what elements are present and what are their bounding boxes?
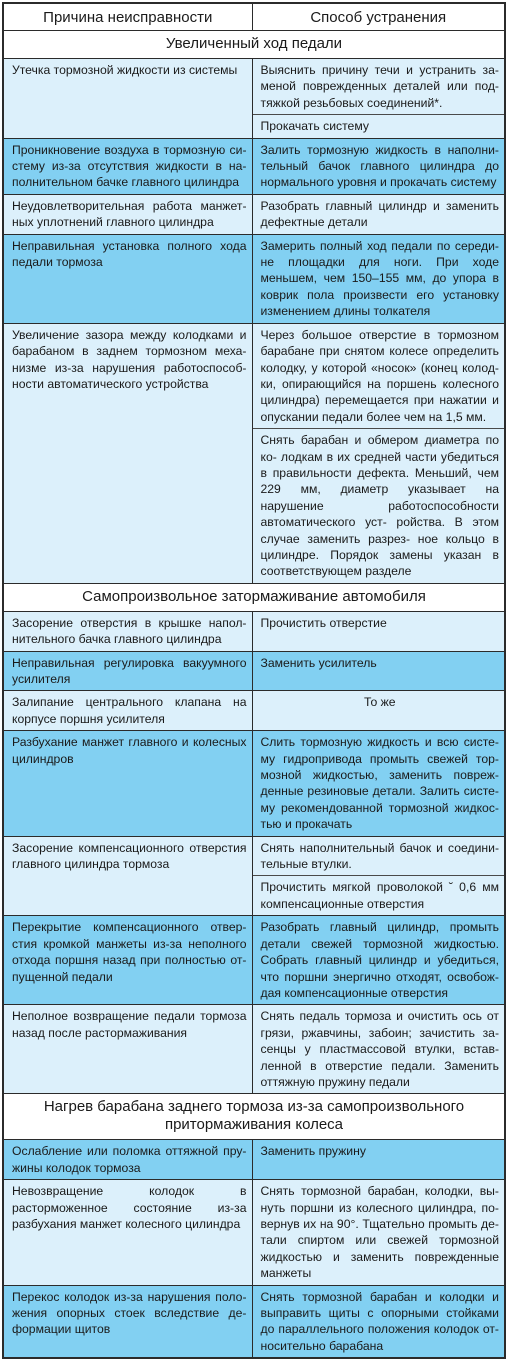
cause-cell: Залипание центрального клапана на корпусе поршня усилителя xyxy=(3,691,252,731)
table-row xyxy=(3,731,505,836)
table-row xyxy=(3,323,505,583)
remedy-paragraph: Снять наполнительный бачок и соедини- тельные втулки. xyxy=(260,840,499,872)
remedy-cell xyxy=(252,1285,505,1358)
table-row xyxy=(3,1285,505,1358)
table-row xyxy=(3,611,505,651)
remedy-cell xyxy=(252,1005,505,1094)
cause-cell: Перекос колодок из-за нарушения поло- жения опорных стоек вследствие де- формации щитов xyxy=(3,1285,252,1358)
cause-cell: Увеличение зазора между колодками и барабаном в заднем тормозном меха- низме из-за нарушения работоспособ- ности автоматического устройства xyxy=(3,323,252,583)
section-title: Увеличенный ход педали xyxy=(3,31,505,59)
remedy-paragraph: Разобрать главный цилиндр, промыть детали свежей тормозной жидкостью. Собрать главный цилиндр и убедиться, что поршни энергично отходят, освобож- дая компенсационные отверстия xyxy=(260,920,499,1000)
remedy-cell xyxy=(252,1140,505,1180)
cause-cell: Неудовлетворительная работа манжет- ных уплотнений главного цилиндра xyxy=(3,194,252,234)
table-row xyxy=(3,138,505,194)
table-row xyxy=(3,916,505,1005)
section-title: Самопроизвольное затормаживание автомобиля xyxy=(3,583,505,611)
cause-cell: Ослабление или поломка оттяжной пру- жины колодок тормоза xyxy=(3,1140,252,1180)
table-row xyxy=(3,691,505,731)
table-row xyxy=(3,1005,505,1094)
remedy-paragraph: Залить тормозную жидкость в наполни- тельный бачок главного цилиндра до нормального уровня и прокачать систему xyxy=(260,142,499,190)
remedy-paragraph: Заменить усилитель xyxy=(260,655,377,670)
remedy-cell xyxy=(252,691,505,731)
troubleshooting-table-wrapper xyxy=(2,2,504,1359)
table-row xyxy=(3,1140,505,1180)
table-body xyxy=(3,31,505,1359)
remedy-paragraph: Заменить пружину xyxy=(260,1144,366,1159)
remedy-cell xyxy=(252,194,505,234)
table-row xyxy=(3,59,505,139)
remedy-paragraph: Слить тормозную жидкость и всю систе- му гидропривода промыть свежей тор- мозной жидкостью, заменить повреж- денные резиновые детали. Залить систе- му рекомендованной тормозной жидкос- тью и прокачать xyxy=(260,735,499,832)
remedy-paragraph: То же xyxy=(363,695,396,710)
remedy-paragraph: Снять тормозной барабан, колодки, вы- нуть поршни из колесного цилиндра, по- вернув их на 90°. Тщательно промыть де- тали спиртом или свежей тормозной жидкостью и заменить поврежденные манжеты xyxy=(260,1184,499,1281)
section-row xyxy=(3,31,505,59)
cause-cell: Засорение компенсационного отверстия главного цилиндра тормоза xyxy=(3,836,252,916)
remedy-paragraph: Снять педаль тормоза и очистить ось от грязи, ржавчины, забоин; зачистить за- сенцы у пластмассовой втулки, встав- ленной в отверстие педали. Заменить оттяжную пружину педали xyxy=(260,1009,499,1089)
cause-cell: Утечка тормозной жидкости из системы xyxy=(3,59,252,139)
cause-cell: Проникновение воздуха в тормозную си- стему из-за отсутствия жидкости в на- полнительном бачке главного цилиндра xyxy=(3,138,252,194)
table-row xyxy=(3,836,505,916)
cause-cell: Невозвращение колодок в расторможенное состояние из-за разбухания манжет колесного цилиндра xyxy=(3,1180,252,1285)
header-row xyxy=(3,3,505,31)
header-remedy: Способ устранения xyxy=(252,3,505,31)
cause-cell: Неправильная регулировка вакуумного усилителя xyxy=(3,651,252,691)
remedy-cell xyxy=(252,59,505,139)
remedy-paragraph: Замерить полный ход педали по середи- не площадки для ноги. При ходе меньшем, чем 150–155 мм, до упора в коврик пола произвести его установку изменением длины толкателя xyxy=(260,238,499,319)
remedy-cell xyxy=(252,1180,505,1285)
remedy-cell xyxy=(252,138,505,194)
cause-cell: Неправильная установка полного хода педали тормоза xyxy=(3,234,252,323)
remedy-paragraph: Снять барабан и обмером диаметра по ко- лодкам в их средней части убедиться в правильности дефекта. Меньший, чем 229 мм, диаметр указывает на нарушение работоспособности автоматического уст- ройства. В этом случае заменить разрез- ное кольцо в цилиндре. Порядок замены указан в соответствующем разделе xyxy=(253,428,505,580)
section-title: Нагрев барабана заднего тормоза из-за самопроизвольного притормаживания колеса xyxy=(3,1094,505,1140)
remedy-cell xyxy=(252,836,505,916)
section-row xyxy=(3,1094,505,1140)
remedy-cell xyxy=(252,651,505,691)
table-row xyxy=(3,194,505,234)
cause-cell: Неполное возвращение педали тормоза назад после растормаживания xyxy=(3,1005,252,1094)
remedy-paragraph: Выяснить причину течи и устранить за- меной поврежденных деталей или под- тяжкой резьбовых соединений*. xyxy=(260,63,499,110)
table-row xyxy=(3,1180,505,1285)
remedy-cell xyxy=(252,234,505,323)
remedy-paragraph: Снять тормозной барабан и колодки и выправить щиты с опорными стойками до параллельного положения колодок от- носительно барабана xyxy=(260,1289,499,1353)
remedy-cell xyxy=(252,916,505,1005)
troubleshooting-table xyxy=(2,2,506,1359)
remedy-cell xyxy=(252,323,505,583)
header-cause: Причина неисправности xyxy=(3,3,252,31)
remedy-paragraph: Разобрать главный цилиндр и заменить дефектные детали xyxy=(260,198,499,230)
remedy-paragraph: Прокачать систему xyxy=(253,114,505,134)
remedy-paragraph: Прочистить отверстие xyxy=(260,615,387,630)
cause-cell: Разбухание манжет главного и колесных цилиндров xyxy=(3,731,252,836)
remedy-paragraph: Через большое отверстие в тормозном барабане при снятом колесе определить колодку, у которой «носок» (конец колод- ки, опирающийся на поршень колесного цилиндра) перемещается при нажатии и опускании педали более чем на 1,5 мм. xyxy=(260,327,499,424)
remedy-paragraph: Прочистить мягкой проволокой ˘ 0,6 мм компенсационные отверстия xyxy=(253,875,505,912)
remedy-cell xyxy=(252,611,505,651)
section-row xyxy=(3,583,505,611)
table-row xyxy=(3,651,505,691)
cause-cell: Засорение отверстия в крышке напол- нительного бачка главного цилиндра xyxy=(3,611,252,651)
remedy-cell xyxy=(252,731,505,836)
cause-cell: Перекрытие компенсационного отвер- стия кромкой манжеты из-за неполного отхода поршня назад при полностью от- пущенной педали xyxy=(3,916,252,1005)
table-row xyxy=(3,234,505,323)
